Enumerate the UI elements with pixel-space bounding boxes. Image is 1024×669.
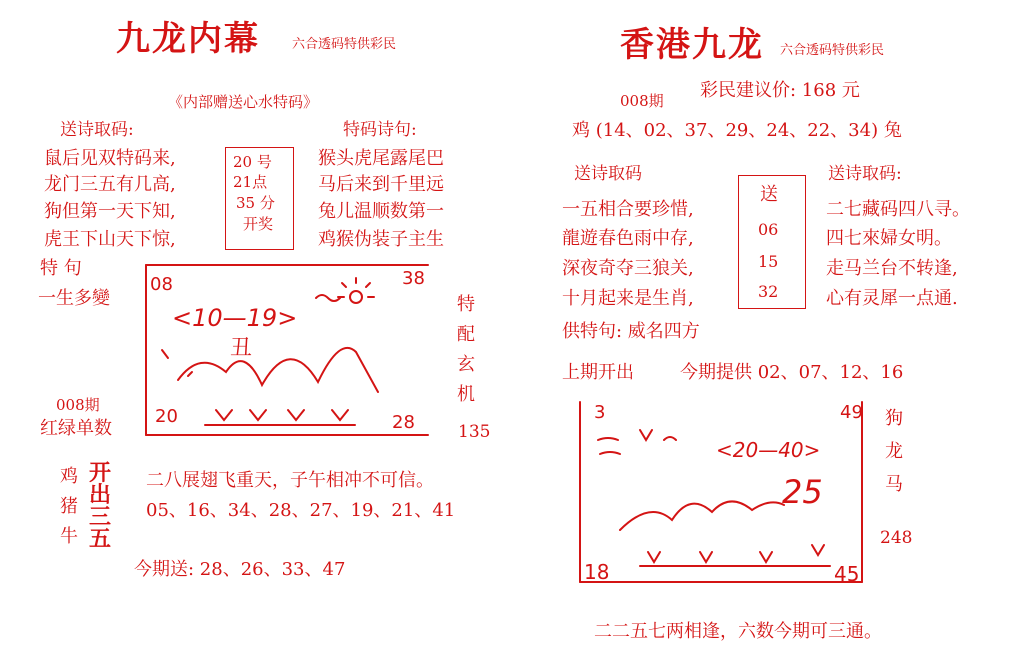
right-hand-big: 25	[782, 473, 823, 511]
right-poem-right-line: 二七藏码四八寻。	[826, 199, 970, 220]
left-hand-tr: 38	[402, 268, 425, 289]
right-hand-bl: 18	[584, 560, 610, 584]
right-vertical-char: 马	[885, 474, 903, 495]
right-zodiac-line: 鸡 (14、02、37、29、24、22、34) 兔	[572, 120, 902, 141]
left-hand-char: 丑	[230, 336, 253, 361]
right-poem-left-line: 深夜奇夺三狼关,	[562, 258, 694, 279]
left-title: 九龙内幕	[116, 19, 260, 59]
left-vertical-char: 机	[457, 384, 475, 405]
right-hand-br: 45	[834, 562, 860, 586]
left-color-label: 红绿单数	[40, 418, 112, 439]
right-poem-header-left: 送诗取码	[574, 164, 642, 184]
right-poem-header-right: 送诗取码:	[828, 164, 902, 184]
left-tejv-label: 特 句	[40, 258, 82, 279]
left-hand-br: 28	[392, 412, 415, 433]
left-banner: 《内部赠送心水特码》	[168, 93, 319, 111]
left-special-header: 特码诗句:	[343, 120, 417, 140]
right-last-open: 上期开出	[562, 362, 634, 383]
left-open-char: 三	[88, 504, 111, 530]
right-hand-range: <20—40>	[716, 438, 821, 462]
right-subtitle: 六合透码特供彩民	[780, 43, 885, 58]
left-special-line: 马后来到千里远	[318, 174, 444, 195]
left-box-line: 21点	[233, 173, 268, 191]
right-right-number: 248	[880, 528, 913, 548]
right-box-line: 06	[758, 220, 779, 239]
left-animal: 猪	[60, 496, 78, 517]
left-poem-line: 虎王下山天下惊,	[44, 229, 176, 250]
left-subtitle: 六合透码特供彩民	[292, 37, 397, 52]
left-bird-sketch	[316, 295, 340, 301]
right-hill-sketch	[620, 501, 784, 530]
left-sun-sketch	[350, 291, 362, 303]
right-poem-left-line: 龍遊春色雨中存,	[562, 228, 694, 249]
right-period: 008期	[620, 92, 664, 110]
right-box-line: 32	[758, 282, 779, 301]
right-poem-left-line: 一五相合要珍惜,	[562, 199, 694, 220]
left-box-line: 20 号	[233, 153, 272, 171]
left-poem-line: 龙门三五有几高,	[44, 174, 176, 195]
left-poem-header: 送诗取码:	[60, 120, 134, 140]
left-special-line: 鸡猴伪装子主生	[318, 229, 444, 250]
right-hand-tl: 3	[594, 402, 606, 423]
left-poem-line: 鼠后见双特码来,	[44, 148, 176, 169]
left-verse: 二八展翅飞重天，子午相冲不可信。	[146, 470, 434, 491]
left-special-line: 兔儿温顺数第一	[318, 201, 444, 222]
left-today: 今期送: 28、26、33、47	[134, 559, 346, 580]
right-vertical-char: 狗	[885, 408, 903, 429]
right-hand-tr: 49	[840, 402, 863, 423]
right-provide: 今期提供 02、07、12、16	[680, 362, 904, 383]
left-poem-line: 狗但第一天下知,	[44, 201, 176, 222]
right-title: 香港九龙	[620, 25, 764, 65]
left-vertical-char: 玄	[457, 354, 475, 375]
left-animal: 牛	[60, 526, 78, 547]
left-box-line: 35 分	[236, 194, 275, 212]
left-numbers: 05、16、34、28、27、19、21、41	[146, 500, 456, 521]
left-vertical-char: 配	[457, 324, 475, 345]
left-vertical-char: 特	[457, 294, 475, 315]
right-poem-right-line: 走马兰台不转逢,	[826, 258, 958, 279]
right-special: 供特句: 威名四方	[562, 321, 700, 342]
left-sun-rays	[338, 278, 374, 297]
left-sprout-sketch	[216, 410, 348, 420]
right-box-line: 送	[760, 184, 778, 205]
left-open-char: 出	[88, 482, 111, 508]
right-vertical-char: 龙	[885, 441, 903, 462]
left-period: 008期	[56, 396, 100, 414]
left-open-char: 开	[88, 460, 111, 486]
left-special-line: 猴头虎尾露尾巴	[318, 148, 444, 169]
left-hand-range: <10—19>	[172, 304, 298, 332]
right-box-line: 15	[758, 252, 779, 271]
right-cloud-sketch	[598, 430, 676, 454]
left-box-line: 开奖	[243, 215, 274, 233]
right-poem-right-line: 四七來婦女明。	[826, 228, 952, 249]
right-poem-left-line: 十月起来是生肖,	[562, 288, 694, 309]
left-right-number: 135	[458, 422, 491, 442]
left-animal: 鸡	[60, 466, 78, 487]
left-open-char: 五	[88, 526, 111, 552]
right-poem-right-line: 心有灵犀一点通.	[826, 288, 958, 309]
right-footer: 二二五七两相逢，六数今期可三通。	[594, 621, 882, 642]
right-price: 彩民建议价: 168 元	[700, 80, 860, 101]
right-sprout-sketch	[648, 545, 824, 562]
left-hand-bl: 20	[155, 406, 178, 427]
left-hand-tl: 08	[150, 274, 173, 295]
left-hill-sketch	[178, 348, 378, 392]
left-tejv-value: 一生多變	[38, 288, 110, 309]
left-grass-sketch	[162, 350, 192, 376]
